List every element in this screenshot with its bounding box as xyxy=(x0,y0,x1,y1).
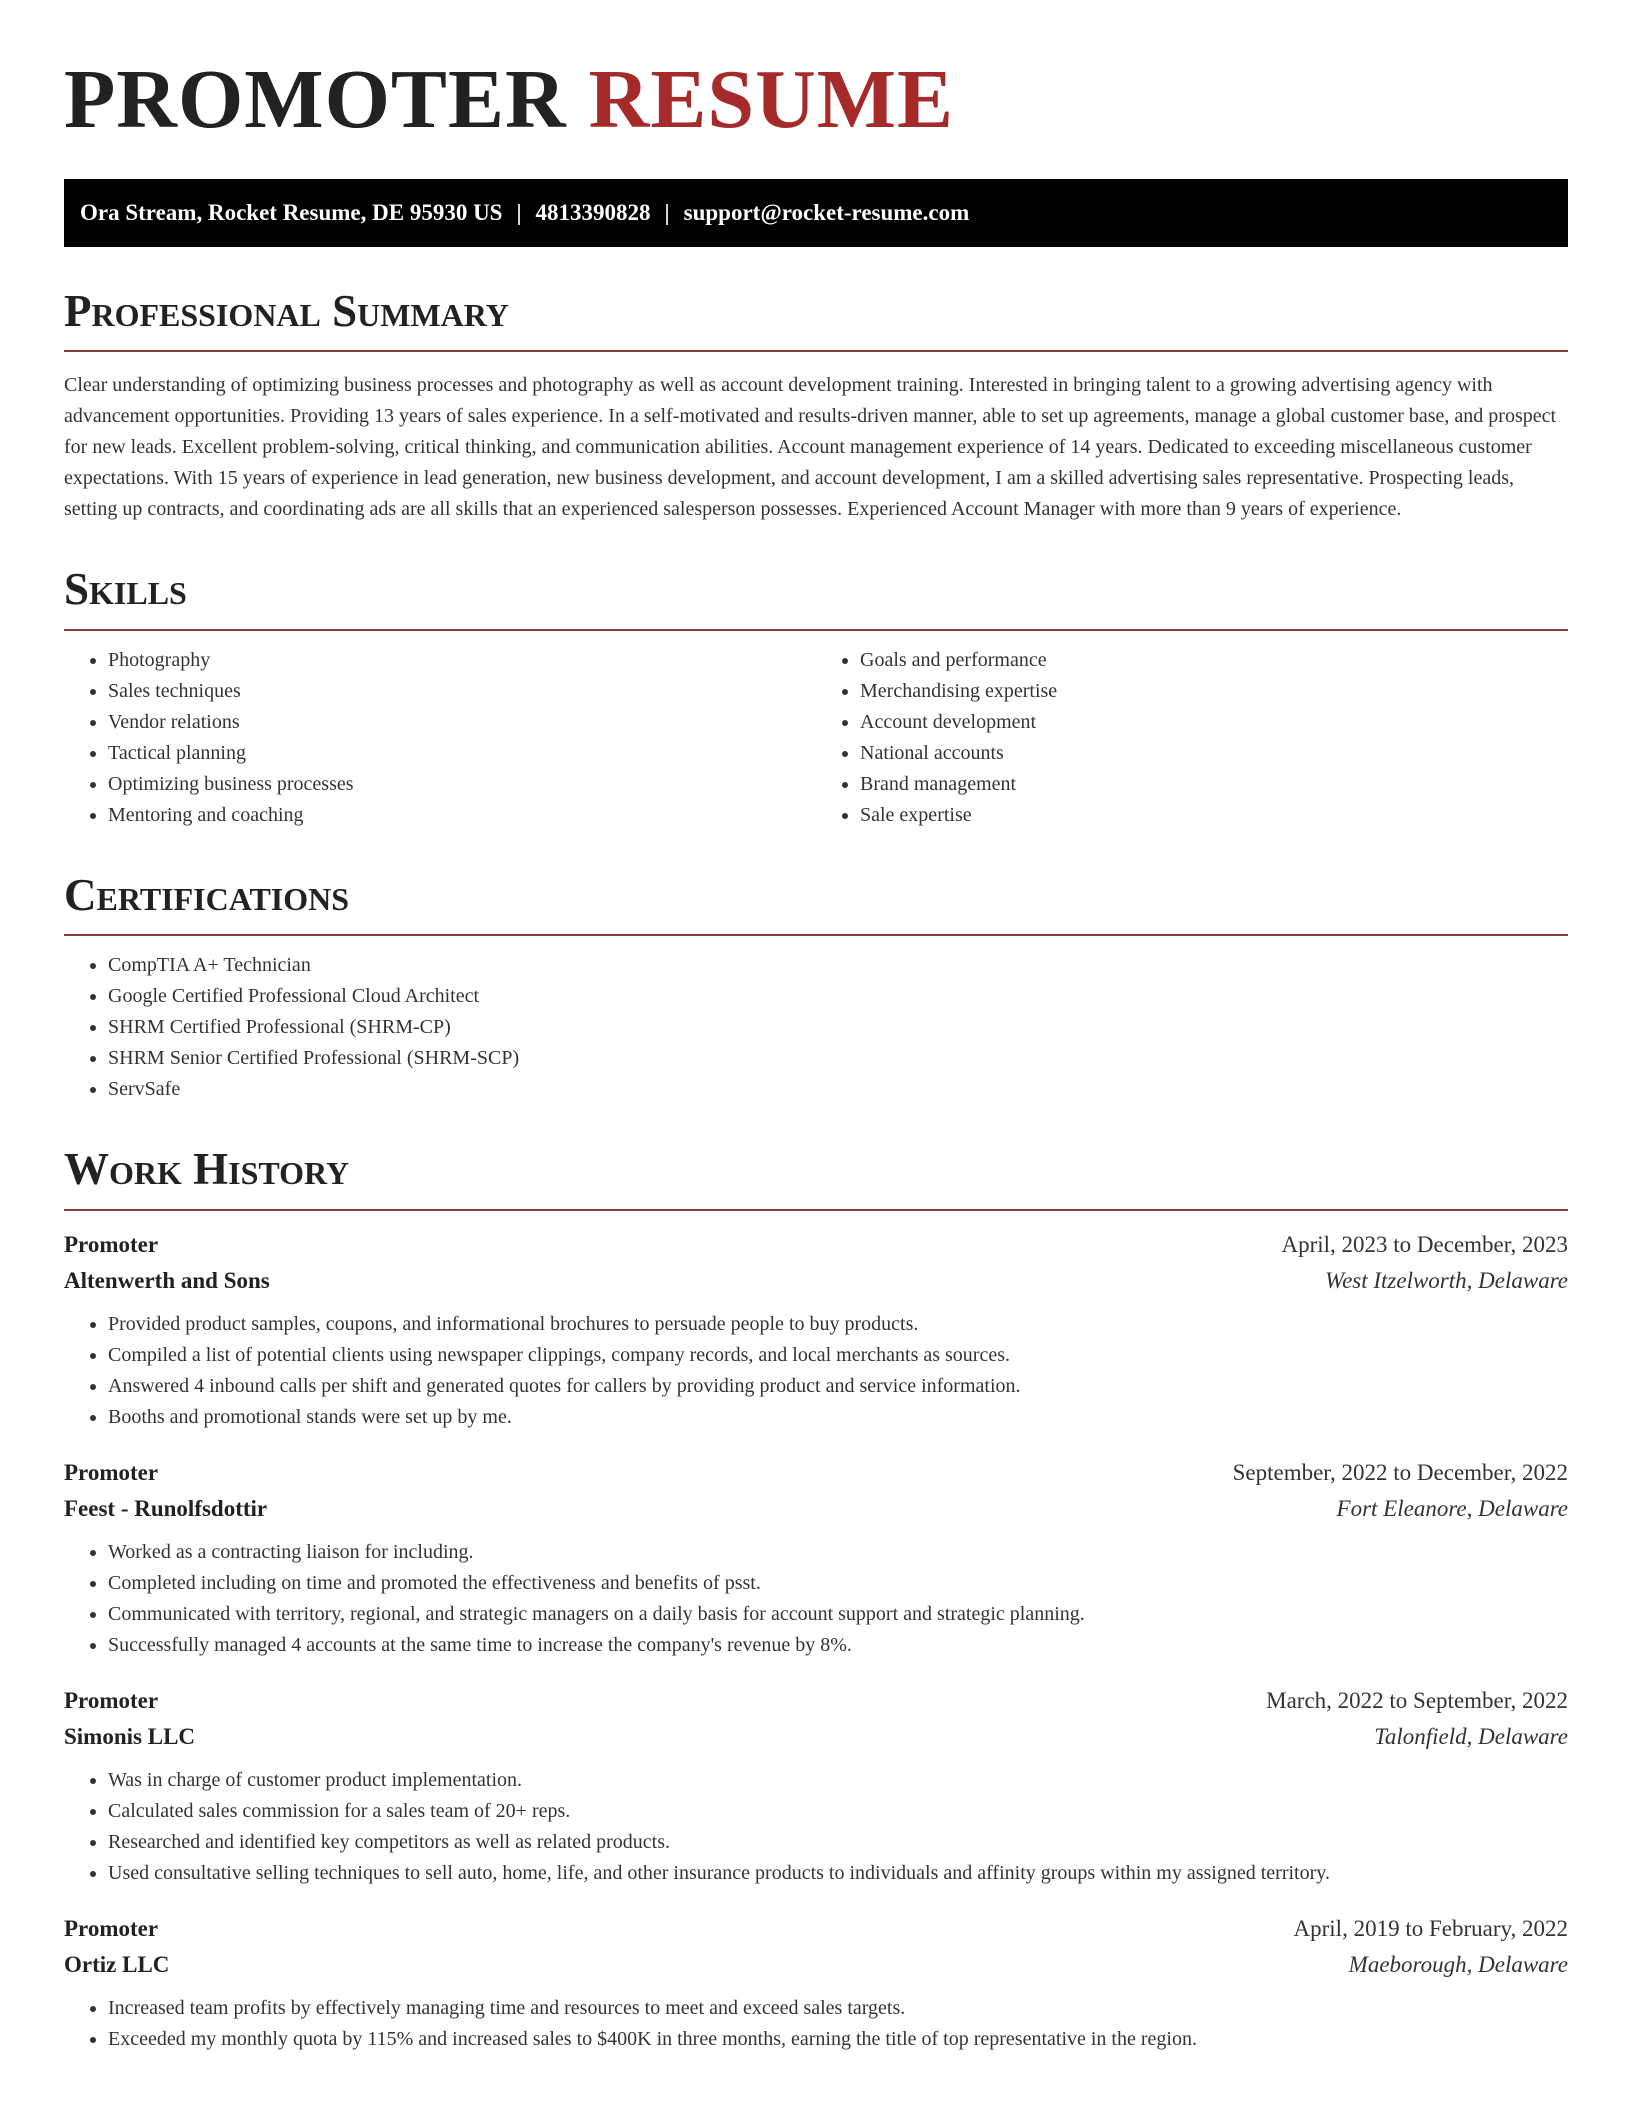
job-bullet: • Was in charge of customer product implementation. xyxy=(108,1765,1568,1796)
job-dates: April, 2023 to December, 2023 xyxy=(1281,1231,1568,1257)
skill-item: • Mentoring and coaching xyxy=(108,800,816,831)
job-bullet: • Used consultative selling techniques to sell auto, home, life, and other insurance products to individuals and affinity groups within my assigned territory. xyxy=(108,1858,1568,1889)
contact-phone: 4813390828 xyxy=(535,199,651,225)
certification-item: • Google Certified Professional Cloud Architect xyxy=(108,981,1568,1012)
job-company: Simonis LLC xyxy=(64,1723,196,1749)
skills-grid xyxy=(64,631,1568,831)
job-bullet: • Successfully managed 4 accounts at the same time to increase the company's revenue by 8%. xyxy=(108,1630,1568,1661)
job-location: Fort Eleanore, Delaware xyxy=(1336,1495,1568,1521)
skills-list-right xyxy=(816,645,1568,831)
certification-item: • SHRM Certified Professional (SHRM-CP) xyxy=(108,1012,1568,1043)
work-history-section xyxy=(64,1105,1568,2055)
section-heading: Certifications xyxy=(64,869,350,920)
job-entry xyxy=(64,1227,1568,1433)
contact-separator: | xyxy=(516,199,522,225)
job-bullets xyxy=(64,1993,1568,2055)
job-bullet: • Compiled a list of potential clients using newspaper clippings, company records, and local merchants as sources. xyxy=(108,1340,1568,1371)
job-title: Promoter xyxy=(64,1915,159,1941)
skill-item: • Sales techniques xyxy=(108,676,816,707)
summary-text: Clear understanding of optimizing business processes and photography as well as account development training. Interested in bringing talent to a growing advertising agency with advancement opportunities. Providing 13 years of sales experience. In a self-motivated and results-driven manner, able to set up agreements, manage a global customer base, and prospect for new leads. Excellent problem-solving, critical thinking, and communication abilities. Account management experience of 14 years. Dedicated to exceeding miscellaneous customer expectations. With 15 years of experience in lead generation, new business development, and account development, I am a skilled advertising sales representative. Prospecting leads, setting up contracts, and coordinating ads are all skills that an experienced salesperson possesses. Experienced Account Manager with more than 9 years of experience. xyxy=(64,374,1557,521)
skill-item: • Account development xyxy=(860,707,1568,738)
skill-item: • Photography xyxy=(108,645,816,676)
section-divider xyxy=(64,934,1568,936)
skill-item: • Vendor relations xyxy=(108,707,816,738)
job-dates: September, 2022 to December, 2022 xyxy=(1232,1459,1568,1485)
job-location: West Itzelworth, Delaware xyxy=(1325,1267,1568,1293)
section-heading: Professional Summary xyxy=(64,285,509,336)
job-bullets xyxy=(64,1537,1568,1661)
job-bullet: • Booths and promotional stands were set up by me. xyxy=(108,1402,1568,1433)
skill-item: • Sale expertise xyxy=(860,800,1568,831)
contact-separator: | xyxy=(664,199,670,225)
job-company: Ortiz LLC xyxy=(64,1951,170,1977)
summary-section xyxy=(64,247,1568,526)
certification-item: • SHRM Senior Certified Professional (SHRM-SCP) xyxy=(108,1043,1568,1074)
job-company: Feest - Runolfsdottir xyxy=(64,1495,268,1521)
job-bullet: • Exceeded my monthly quota by 115% and increased sales to $400K in three months, earning the title of top representative in the region. xyxy=(108,2024,1568,2055)
contact-email: support@rocket-resume.com xyxy=(683,199,970,225)
job-dates: March, 2022 to September, 2022 xyxy=(1266,1687,1568,1713)
job-bullets xyxy=(64,1765,1568,1889)
job-title: Promoter xyxy=(64,1231,159,1257)
contact-bar xyxy=(64,179,1568,247)
resume-title xyxy=(64,0,1568,149)
job-title: Promoter xyxy=(64,1459,159,1485)
skill-item: • Goals and performance xyxy=(860,645,1568,676)
skill-item: • Brand management xyxy=(860,769,1568,800)
job-entry xyxy=(64,1455,1568,1661)
skill-item: • Optimizing business processes xyxy=(108,769,816,800)
job-bullet: • Researched and identified key competitors as well as related products. xyxy=(108,1827,1568,1858)
job-bullet: • Provided product samples, coupons, and informational brochures to persuade people to buy products. xyxy=(108,1309,1568,1340)
job-location: Talonfield, Delaware xyxy=(1374,1723,1568,1749)
skills-list-left xyxy=(64,645,816,831)
section-heading: Skills xyxy=(64,564,187,615)
certification-item: • ServSafe xyxy=(108,1074,1568,1105)
certification-item: • CompTIA A+ Technician xyxy=(108,950,1568,981)
job-company: Altenwerth and Sons xyxy=(64,1267,270,1293)
job-location: Maeborough, Delaware xyxy=(1348,1951,1568,1977)
section-divider xyxy=(64,350,1568,352)
job-bullet: • Worked as a contracting liaison for including. xyxy=(108,1537,1568,1568)
job-dates: April, 2019 to February, 2022 xyxy=(1293,1915,1568,1941)
job-bullet: • Answered 4 inbound calls per shift and generated quotes for callers by providing product and service information. xyxy=(108,1371,1568,1402)
certifications-list xyxy=(64,950,1568,1105)
job-bullet: • Communicated with territory, regional, and strategic managers on a daily basis for account support and strategic planning. xyxy=(108,1599,1568,1630)
skills-section xyxy=(64,525,1568,831)
title-second-word: RESUME xyxy=(588,53,955,146)
contact-address: Ora Stream, Rocket Resume, DE 95930 US xyxy=(80,199,503,225)
job-bullet: • Completed including on time and promoted the effectiveness and benefits of psst. xyxy=(108,1568,1568,1599)
job-title: Promoter xyxy=(64,1687,159,1713)
job-bullet: • Calculated sales commission for a sales team of 20+ reps. xyxy=(108,1796,1568,1827)
skill-item: • National accounts xyxy=(860,738,1568,769)
skill-item: • Merchandising expertise xyxy=(860,676,1568,707)
job-entry xyxy=(64,1911,1568,2055)
section-heading: Work History xyxy=(64,1144,350,1195)
job-bullet: • Increased team profits by effectively managing time and resources to meet and exceed sales targets. xyxy=(108,1993,1568,2024)
section-divider xyxy=(64,1209,1568,1211)
skill-item: • Tactical planning xyxy=(108,738,816,769)
certifications-section xyxy=(64,831,1568,1106)
title-first-word: PROMOTER xyxy=(64,53,567,146)
job-entry xyxy=(64,1683,1568,1889)
job-bullets xyxy=(64,1309,1568,1433)
